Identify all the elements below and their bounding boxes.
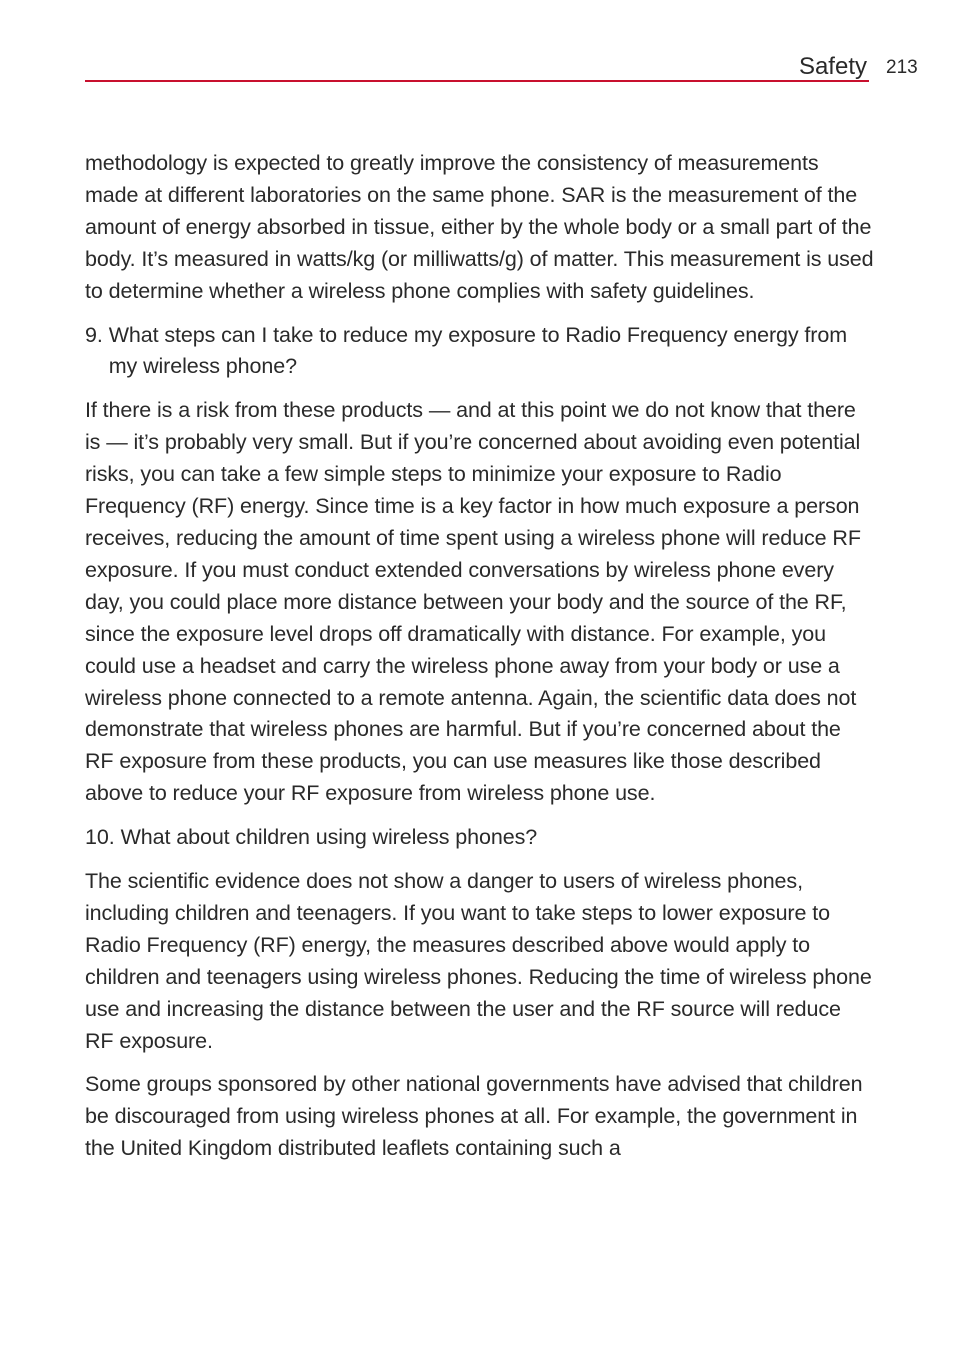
header-rule: [85, 80, 869, 82]
paragraph-reduce-exposure: If there is a risk from these products — and at this point we do not know that there is — it’s probably very small. But if you’re concerned about avoiding even potential risks, you can take a few simple steps to minimize your exposure to Radio Frequency (RF) energy. Since time is a key factor in how much exposure a person receives, reducing the amount of time spent using a wireless phone will reduce RF exposure. If you must conduct extended conversations by wireless phone every day, you could place more distance between your body and the source of the RF, since the exposure level drops off dramatically with distance. For example, you could use a headset and carry the wireless phone away from your body or use a wireless phone connected to a remote antenna. Again, the scientific data does not demonstrate that wireless phones are harmful. But if you’re concerned about the RF exposure from these products, you can use measures like those described above to reduce your RF exposure from wireless phone use.: [85, 398, 861, 806]
paragraph-national-governments: Some groups sponsored by other national governments have advised that children be discouraged from using wireless phones at all. For example, the government in the United Kingdom distributed leaflets containing such a: [85, 1072, 863, 1161]
question-number: 9.: [85, 322, 103, 347]
paragraph-children-evidence: The scientific evidence does not show a danger to users of wireless phones, including children and teenagers. If you want to take steps to lower exposure to Radio Frequency (RF) energy, the measures described above would apply to children and teenagers using wireless phones. Reducing the time of wireless phone use and increasing the distance between the user and the RF source will reduce RF exposure.: [85, 869, 872, 1053]
page-number: 213: [886, 57, 918, 78]
question-10: [85, 822, 875, 854]
question-number: 10.: [85, 825, 115, 850]
question-9: [85, 320, 875, 384]
page-header: [0, 0, 954, 90]
page-content: [85, 148, 875, 1177]
question-text: What about children using wireless phones?: [120, 825, 538, 850]
paragraph-sar-methodology: methodology is expected to greatly improve the consistency of measurements made at different laboratories on the same phone. SAR is the measurement of the amount of energy absorbed in tissue, either by the whole body or a small part of the body. It’s measured in watts/kg (or milliwatts/g) of matter. This measurement is used to determine whether a wireless phone complies with safety guidelines.: [85, 151, 874, 303]
section-title: Safety: [798, 53, 867, 80]
question-text: What steps can I take to reduce my exposure to Radio Frequency energy from my wireless phone?: [108, 322, 848, 379]
